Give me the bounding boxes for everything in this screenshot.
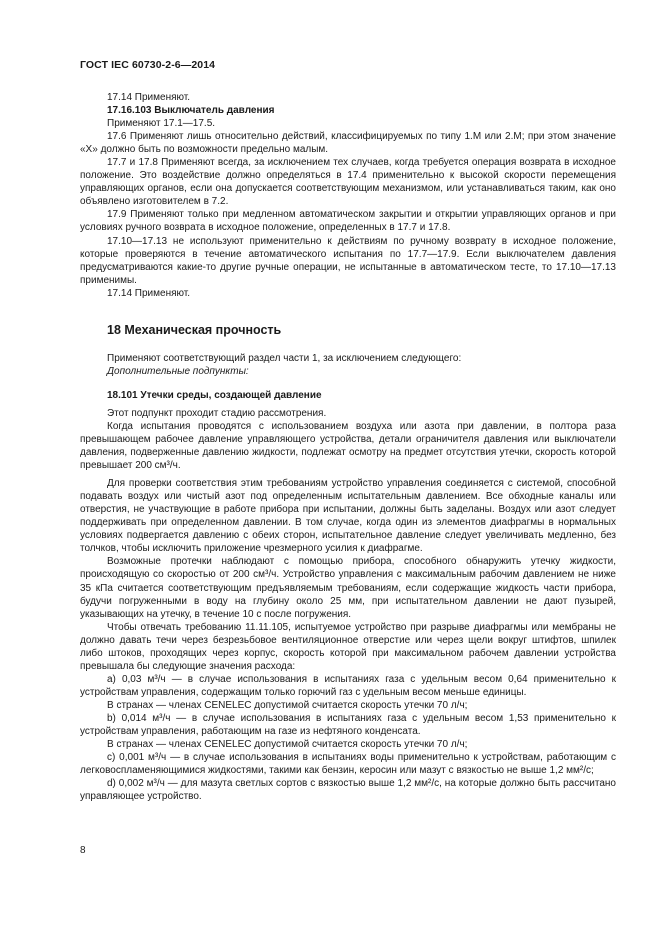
section-title-18: 18 Механическая прочность	[107, 322, 282, 337]
paragraph-17-14: 17.14 Применяют.	[107, 92, 191, 103]
paragraph: 17.7 и 17.8 Применяют всегда, за исключением тех случаев, когда требуется операция возврата в исходное положение. Это воздействие должно определяться в 17.4 применительно к высокой скорости перемещения управляющих органов, если она допускается соответствующим механизмом, или устанавливаться таким, как оно объявлено изготовителем в 7.2.	[80, 157, 616, 208]
paragraph: 17.6 Применяют лишь относительно действий, классифицируемых по типу 1.M или 2.M; при этом значение «X» должно быть по возможности предельно малым.	[80, 131, 616, 156]
paragraph: Этот подпункт проходит стадию рассмотрения.	[107, 407, 327, 419]
additional-subclauses-label: Дополнительные подпункты:	[107, 365, 249, 377]
paragraph: 17.10—17.13 не используют применительно к действиям по ручному возврату в исходное положение, которые проверяются в течение автоматического испытания по 17.7—17.9. Если выключателем давления предусматриваются какие-то другие ручные операции, не испытанные в автоматическом тесте, то 17.10—17.13 применимы.	[80, 235, 616, 286]
cenelec-note: В странах — членах CENELEC допустимой считается скорость утечки 70 л/ч;	[107, 699, 468, 711]
paragraph: Когда испытания проводятся с использованием воздуха или азота при давлении, в полтора раза превышающем рабочее давление управляющего устройства, детали ограничителя давления или выключатели давления, подверженные давлению жидкости, подлежат осмотру на предмет отсутствия утечки, скорость которой превышает 200 см³/ч.	[80, 420, 616, 472]
paragraph: Чтобы отвечать требованию 11.11.105, испытуемое устройство при разрыве диафрагмы или мембраны не должно давать течи через безрезьбовое вентиляционное отверстие или через щели вокруг штифтов, шпилек либо штоков, проходящих через корпус, скорость которой при максимальном рабочем давлении устройства превышала бы следующие значения расхода:	[80, 621, 616, 672]
list-item-b: b) 0,014 м³/ч — в случае использования в испытаниях газа с удельным весом 1,53 применительно к устройствам управления, работающим на газе из нефтяного конденсата.	[80, 712, 616, 738]
paragraph: Применяют 17.1—17.5.	[107, 118, 216, 130]
list-item-a: a) 0,03 м³/ч — в случае использования в испытаниях газа с удельным весом 0,64 применительно к устройствам управления, содержащим только горючий газ с удельным весом меньше единицы.	[80, 673, 616, 698]
list-item-d: d) 0,002 м³/ч — для мазута светлых сортов с вязкостью выше 1,2 мм²/с, на которые должно быть рассчитано управляющее устройство.	[80, 778, 616, 803]
document-body	[80, 91, 616, 803]
paragraph: Для проверки соответствия этим требованиям устройство управления соединяется с системой, способной подавать воздух или чистый азот под определенным испытательным давлением. Все обходные каналы или отверстия, не участвующие в работе прибора при испытании, должны быть заделаны. Воздух или азот следует поддерживать при определенном давлении. В том случае, когда один из элементов диафрагмы в нормальных условиях подвергается давлению с обеих сторон, испытательное давление следует увеличивать медленно, без толчков, чтобы исключить приложение чрезмерного усилия к диафрагме.	[80, 478, 616, 555]
paragraph: 17.9 Применяют только при медленном автоматическом закрытии и открытии управляющих органов и при условиях ручного возврата в исходное положение, определенных в 17.7 и 17.8.	[80, 209, 616, 234]
list-item-c: c) 0,001 м³/ч — в случае использования в испытаниях воды применительно к устройствам, работающим с легковоспламеняющимися жидкостями, такими как бензин, керосин или мазут с вязкостью не выше 1,2 мм²/с;	[80, 752, 616, 777]
paragraph: Возможные протечки наблюдают с помощью прибора, способного обнаружить утечку жидкости, происходящую со скоростью от 200 см³/ч. Устройство управления с максимальным рабочим давлением не ниже 35 кПа считается соответствующим предъявляемым требованиям, если содержащие жидкость части прибора, будучи погруженными в воду на глубину около 25 мм, при испытательном давлении не дают пузырей, указывающих на утечку, в течение 10 с после погружения.	[80, 556, 616, 620]
subclause-title-18-101: 18.101 Утечки среды, создающей давление	[107, 389, 322, 401]
paragraph: 17.14 Применяют.	[107, 287, 191, 299]
subclause-title-17-16-103: 17.16.103 Выключатель давления	[107, 105, 275, 117]
page-number: 8	[80, 845, 86, 856]
document-header: ГОСТ IEC 60730-2-6—2014	[80, 59, 216, 71]
paragraph: Применяют соответствующий раздел части 1, за исключением следующего:	[107, 352, 462, 364]
cenelec-note: В странах — членах CENELEC допустимой считается скорость утечки 70 л/ч;	[107, 739, 468, 751]
